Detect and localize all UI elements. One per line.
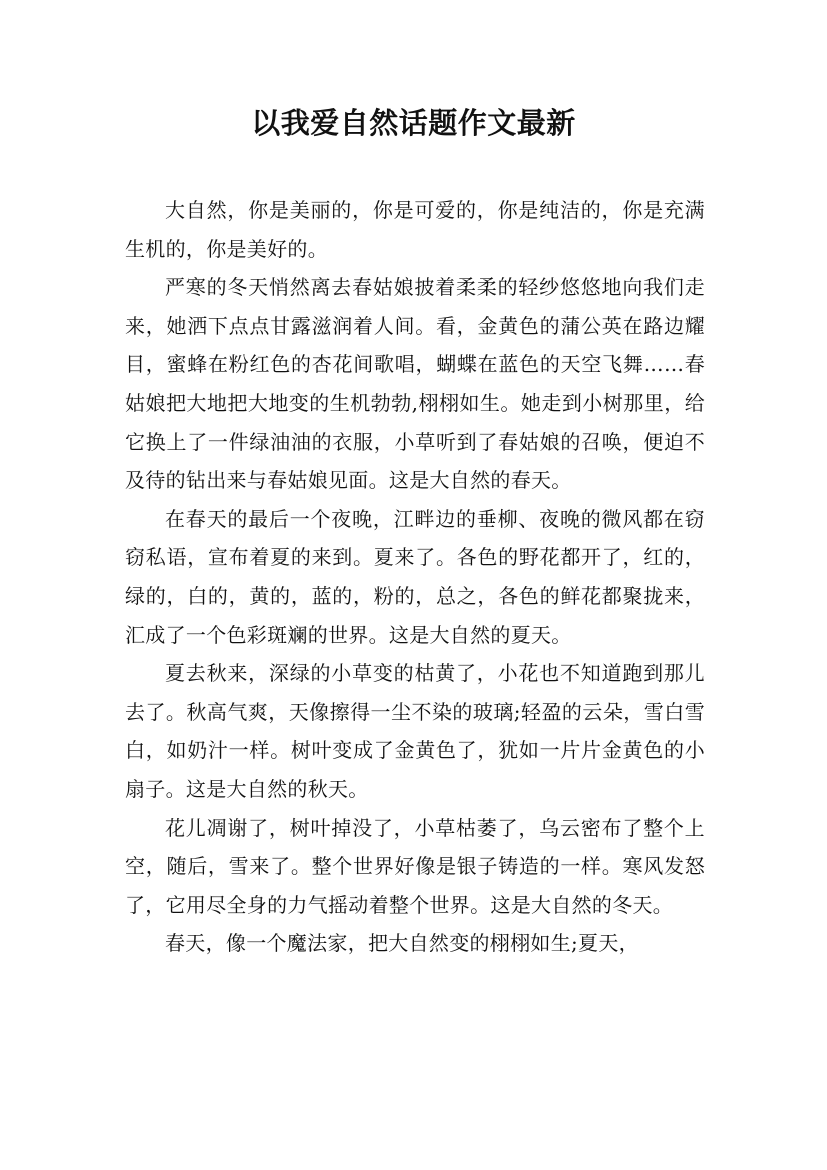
paragraph-summary: 春天，像一个魔法家，把大自然变的栩栩如生;夏天， [165,931,639,956]
paragraph-spring: 严寒的冬天悄然离去春姑娘披着柔柔的轻纱悠悠地向我们走来，她洒下点点甘露滋润着人间。看，金黄色的蒲公英在路边耀目，蜜蜂在粉红色的杏花间歌唱，蝴蝶在蓝色的天空飞舞……春姑娘把大地把大地变的生机勃勃,栩栩如生。她走到小树那里，给它换上了一件绿油油的衣服，小草听到了春姑娘的召唤，便迫不及待的钻出来与春姑娘见面。这是大自然的春天。 [125,275,705,493]
paragraph-summer: 在春天的最后一个夜晚，江畔边的垂柳、夜晚的微风都在窃窃私语，宣布着夏的来到。夏来了。各色的野花都开了，红的，绿的，白的，黄的，蓝的，粉的，总之，各色的鲜花都聚拢来，汇成了一个色彩斑斓的世界。这是大自然的夏天。 [125,506,705,647]
paragraph-intro: 大自然，你是美丽的，你是可爱的，你是纯洁的，你是充满生机的，你是美好的。 [125,198,705,261]
document-title: 以我爱自然话题作文最新 [251,106,576,140]
paragraph-winter: 花儿凋谢了，树叶掉没了，小草枯萎了，乌云密布了整个上空，随后，雪来了。整个世界好像是银子铸造的一样。寒风发怒了，它用尽全身的力气摇动着整个世界。这是大自然的冬天。 [125,815,705,917]
paragraph-autumn: 夏去秋来，深绿的小草变的枯黄了，小花也不知道跑到那儿去了。秋高气爽，天像擦得一尘不染的玻璃;轻盈的云朵，雪白雪白，如奶汁一样。树叶变成了金黄色了，犹如一片片金黄色的小扇子。这是大自然的秋天。 [125,661,705,801]
document-body [125,191,705,963]
